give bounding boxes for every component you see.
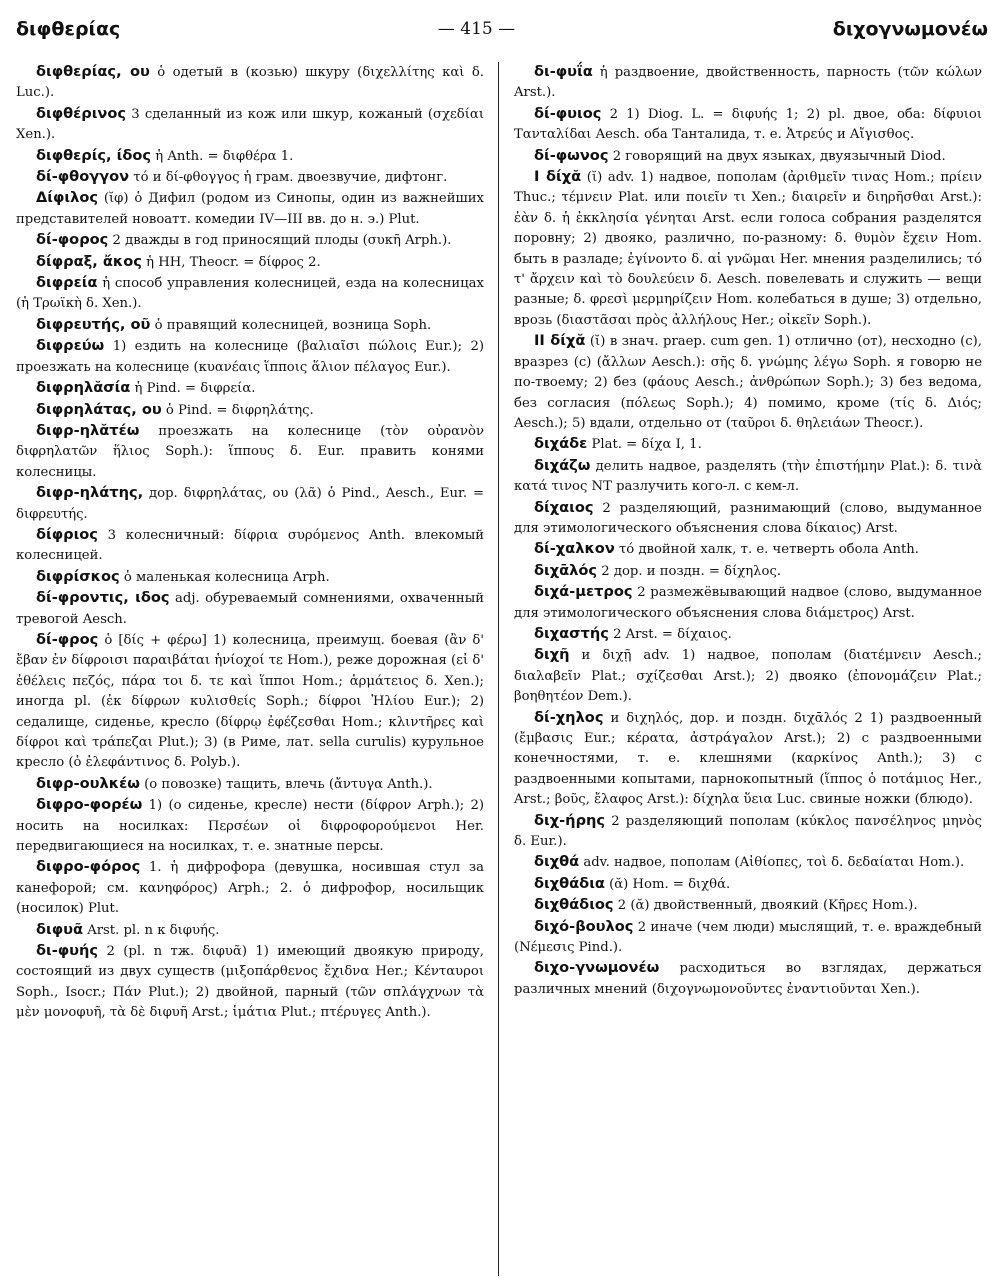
entry-headword: διφρο-φόρος [36,858,141,876]
entry-headword: δι-φυής [36,942,99,960]
entry-definition: ὁ маленькая колесница Arph. [119,569,330,585]
entry-headword: διχῆ [534,646,570,664]
dictionary-entry [514,645,982,707]
entry-headword: διχάδε [534,435,588,453]
dictionary-entry [16,588,484,630]
entry-definition: 1. ἡ дифрофора (девушка, носившая стул за канефорой; см. κανηφόρος) Arph.; 2. ὁ дифрофор, носильщик (носилок) Plut. [16,860,484,917]
entry-definition: 3 сделанный из кож или шкур, кожаный (σχεδίαι Xen.). [16,106,484,143]
entry-headword: δί-φροντις, ιδος [36,589,170,607]
entry-definition: 2 размежёвывающий надвое (слово, выдуманное для этимологического объяснения слова διάμετρος) Arst. [514,585,982,621]
entry-definition: 2 дор. и поздн. = δίχηλος. [597,563,782,579]
entry-definition: 2 1) Diog. L. = διφυής 1; 2) pl. двое, оба: δίφυιοι Τανταλίδαι Aesch. оба Танталида, т. е. Ἀτρεύς и Αἴγισθος. [514,106,982,143]
running-head-left: διφθερίας [16,18,121,40]
dictionary-entry [514,917,982,959]
dictionary-entry [16,273,484,315]
entry-definition: расходиться во взглядах, держаться различных мнений (διχογνωμονοῦντες ἐναντιοῦνται Xen.). [514,961,982,997]
dictionary-entry [16,795,484,857]
entry-definition: ἡ раздвоение, двойственность, парность (τῶν κώλων Arst.). [514,65,982,101]
entry-headword: διφυᾶ [36,920,84,938]
entry-headword: διφρ-ηλάτης, [36,484,144,502]
entry-definition: проезжать на колеснице (τὸν οὐρανὸν διφρηλατῶν ἥλιος Soph.): ἵππους δ. Eur. править конями колесницы. [16,423,484,480]
dictionary-entry [514,539,982,560]
dictionary-entry [16,336,484,378]
entry-definition: ὁ одетый в (козью) шкуру (διχελλίτης καὶ δ. Luc.). [16,65,485,101]
entry-definition: 2 дважды в год приносящий плоды (συκῆ Arph.). [108,233,452,249]
dictionary-entry [16,400,484,421]
dictionary-entry [514,146,982,167]
entry-headword: διχθάδια [534,874,605,892]
entry-headword: διχθάδιος [534,896,614,914]
entry-definition: 1) ездить на колеснице (βαλιαῖσι πώλοις Eur.); 2) проезжать на колеснице (κυανέαις ἵπποις ἅλιον πέλαγος Eur.). [16,339,484,375]
column-divider [498,62,499,1276]
page-header [16,14,988,44]
entry-definition: (о повозке) тащить, влечь (ἄντυγα Anth.). [139,776,433,792]
entry-headword: διφρεία [36,274,98,292]
dictionary-entry [16,62,484,104]
entry-headword: διφρίσκος [36,567,120,585]
entry-definition: 1) (о сиденье, кресле) нести (δίφρον Arph.); 2) носить на носилках: Περσέων οἱ διφροφορούμενοι Her. передвигающиеся на носилках, т. е. знатные персы. [16,798,484,855]
entry-headword: διχ-ήρης [534,811,606,829]
dictionary-entry [16,167,484,188]
entry-headword: διχό-βουλος [534,917,634,935]
entry-definition: (ῐφ) ὁ Дифил (родом из Синопы, один из важнейших представителей новоатт. комедии IV—III вв. до н. э.) Plut. [16,191,484,227]
entry-definition: Arst. pl. n к διφυής. [83,922,220,938]
entry-headword: δί-φυιος [534,104,602,122]
entry-definition: τό и δί-φθογγος ἡ грам. двоезвучие, дифтонг. [129,170,448,186]
entry-definition: ἡ HH, Theocr. = δίφρος 2. [141,254,321,270]
dictionary-entry [16,421,484,483]
entry-headword: διφθέρινος [36,104,127,122]
entry-headword: Δίφιλος [36,189,98,207]
entry-definition: adj. обуреваемый сомнениями, охваченный тревогой Aesch. [16,591,484,627]
entry-definition: 2 говорящий на двух языках, двуязычный Diod. [608,148,946,164]
entry-definition: (ᾰ) Hom. = διχθά. [604,876,731,892]
dictionary-entry [16,567,484,588]
entry-definition: дор. διφρηλάτας, ου (λᾶ) ὁ Pind., Aesch., Eur. = διφρευτής. [16,486,484,522]
entry-headword: δίφραξ, ἄκος [36,252,142,270]
entry-definition: τό двойной халк, т. е. четверть обола Anth. [614,542,919,558]
entry-definition: 2 (pl. n тж. διφυᾶ) 1) имеющий двоякую природу, состоящий из двух существ (μιξοπάρθενος ἔχιδνα Her.; Κένταυροι Soph., Isocr.; Πάν Plut.); 2) двойной, парный (τῶν σπλάγχνων τὰ μὲν μονοφυῆ, τὰ δὲ διφυῆ Arst.; ἱμάτια Plut.; πτέρυγες Anth.). [16,944,484,1021]
entry-headword: II δίχᾰ [534,332,586,350]
right-column [514,62,982,1000]
dictionary-entry [514,561,982,582]
entry-headword: I δίχᾰ [534,168,582,186]
entry-definition: (ῐ) adv. 1) надвое, пополам (ἀριθμεῖν τινας Hom.; πρίειν Thuc.; τέμνειν Plat. или ποιεῖν τι Xen.; διαιρεῖν и διηρῆσθαι Arst.): ἐὰν δ. ἡ ἐκκλησία γένηται Arst. если голоса собрания разделятся поровну; 2) двояко, различно, по-разному: δ. θυμὸν ἔχειν Hom. быть в разладе; ἐγίνοντο δ. αἱ γνῶμαι Her. мнения разделились; τό τ' ἄρχειν καὶ τὸ δουλεύειν δ. Aesch. повелевать и служить — вещи разные; δ. φρεσὶ μερμηρίζειν Hom. колебаться в душе; 3) отдельно, врозь (διαστᾶσαι πρὸς ἀλλήλους Her.; οἰκεῖν Soph.). [514,170,982,328]
entry-headword: διφθερίας, ου [36,63,150,80]
entry-definition: ὁ Pind. = διφρηλάτης. [161,402,314,418]
dictionary-entry [514,811,982,853]
running-head-right: διχογνωμονέω [832,18,988,40]
entry-headword: διφρηλάτας, ου [36,400,162,418]
entry-definition: и διχηλός, дор. и поздн. διχᾱλός 2 1) раздвоенный (ἔμβασις Eur.; κέρατα, ἀστράγαλον Arst.); 2) с раздвоенными конечностями, т. е. клешнями (καρκίνος Anth.); 3) с раздвоенными копытами, парнокопытный (ἵππος ὁ ποτάμιος Her., Arst.; βοῦς, ἔλαφος Arst.): δίχηλα ὕεια Luc. свиные ножки (блюдо). [514,710,982,808]
entry-headword: διφρο-φορέω [36,796,143,814]
dictionary-entry [514,624,982,645]
dictionary-entry [514,498,982,540]
entry-definition: (ῐ) в знач. praep. cum gen. 1) отлично (от), несходно (с), вразрез (с) (ἄλλων Aesch.): σῆς δ. γνώμης λέγω Soph. я говорю не по-твоему; 2) без (φάους Aesch.; ἀνθρώπων Soph.); 3) без ведома, без согласия (πόλεως Soph.); 4) помимо, кроме (τίς δ. Διός; Aesch.); 5) вдали, отдельно от (ταῦροι δ. θηλειάων Theocr.). [514,334,983,431]
entry-definition: и διχῇ adv. 1) надвое, пополам (διατέμνειν Aesch.; διαλαβεῖν Plat.; σχίζεσθαι Arst.); 2) двояко (ἐπονομάζειν Plat.; βοηθητέον Dem.). [514,648,982,705]
entry-definition: ὁ правящий колесницей, возница Soph. [150,317,432,333]
entry-headword: διφρεύω [36,337,105,355]
entry-headword: διχᾱλός [534,561,598,579]
dictionary-entry [16,315,484,336]
dictionary-entry [16,630,484,774]
dictionary-entry [514,895,982,916]
entry-definition: 2 иначе (чем люди) мыслящий, т. е. враждебный (Νέμεσις Pind.). [514,919,982,956]
dictionary-entry [514,708,982,811]
entry-headword: δί-χηλος [534,708,604,726]
dictionary-entry [16,525,484,567]
entry-definition: adv. надвое, пополам (Αἰθίοπες, τοὶ δ. δεδαίαται Hom.). [579,855,965,871]
entry-headword: δί-φθογγον [36,168,130,186]
entry-headword: δι-φυΐα [534,63,593,80]
entry-definition: 2 (ᾰ) двойственный, двоякий (Κῆρες Hom.). [613,898,918,914]
dictionary-entry [514,582,982,624]
dictionary-entry [16,104,484,146]
dictionary-entry [16,920,484,941]
page-number: — 415 — [437,19,516,39]
entry-headword: δίχαιος [534,498,594,516]
dictionary-entry [16,483,484,525]
entry-headword: διφρ-ουλκέω [36,774,140,792]
entry-definition: Plat. = δίχα I, 1. [587,437,702,453]
dictionary-entry [16,252,484,273]
dictionary-entry [514,62,982,104]
entry-definition: 2 разделяющий, разнимающий (слово, выдуманное для этимологического объяснения слова δίκαιος) Arst. [514,500,982,536]
dictionary-entry [514,874,982,895]
dictionary-entry [16,230,484,251]
entry-headword: δί-φρος [36,630,99,648]
entry-headword: διφρ-ηλᾰτέω [36,421,140,439]
entry-definition: 2 Arst. = δίχαιος. [608,626,732,642]
entry-definition: ἡ Anth. = διφθέρα 1. [151,148,294,164]
entry-headword: δί-φορος [36,231,109,249]
entry-headword: δί-φωνος [534,146,609,164]
entry-headword: δί-χαλκον [534,540,615,558]
dictionary-entry [514,104,982,146]
entry-definition: ἡ Pind. = διφρεία. [130,381,256,397]
entry-headword: διφθερίς, ίδος [36,146,152,164]
entry-headword: διχθά [534,853,580,871]
dictionary-entry [514,331,982,434]
dictionary-entry [514,167,982,331]
entry-headword: διφρευτής, οῦ [36,315,151,333]
entry-headword: δίφριος [36,525,98,543]
entry-definition: ὁ [δίς + φέρω] 1) колесница, преимущ. боевая (ἂν δ' ἔβαν ἐν δίφροισι παραιβάται ἡνίοχοί τε Hom.), реже дорожная (εἰ δ' ἐθέλεις πεζός, πάρα τοι δ. τε καὶ ἵπποι Hom.; ἁρμάτειος δ. Xen.); иногда pl. (ἐκ δίφρων κυλισθείς Soph.; δίφροι Ἡλίου Eur.); 2) седалище, сиденье, кресло (δίφρῳ ἐφέζεσθαι Hom.; κλιντῆρες καὶ δίφροι καὶ τράπεζαι Plut.); 3) (в Риме, лат. sella curulis) курульное кресло (ὁ ἐλεφάντινος δ. Polyb.). [16,632,484,771]
entry-headword: διχά-μετρος [534,583,633,601]
entry-definition: 2 разделяющий пополам (κύκλος πανσέληνος μηνὸς δ. Eur.). [514,813,982,850]
entry-headword: διχαστής [534,624,609,642]
dictionary-entry [514,852,982,873]
entry-definition: ἡ способ управления колесницей, езда на колесницах (ἡ Τρωϊκὴ δ. Xen.). [16,276,484,312]
entry-headword: διχάζω [534,456,591,474]
left-column [16,62,484,1024]
dictionary-entry [16,378,484,399]
dictionary-entry [514,456,982,498]
entry-definition: делить надвое, разделять (τὴν ἐπιστήμην Plat.): δ. τινὰ κατά τινος NT разлучить кого-л. с кем-л. [514,458,982,495]
entry-headword: διφρηλᾰσία [36,379,131,397]
dictionary-entry [16,774,484,795]
dictionary-entry [16,857,484,919]
dictionary-entry [16,941,484,1024]
dictionary-entry [514,434,982,455]
dictionary-entry [16,188,484,230]
entry-definition: 3 колесничный: δίφρια συρόμενος Anth. влекомый колесницей. [16,527,484,564]
dictionary-entry [16,146,484,167]
dictionary-entry [514,958,982,1000]
entry-headword: διχο-γνωμονέω [534,959,660,977]
